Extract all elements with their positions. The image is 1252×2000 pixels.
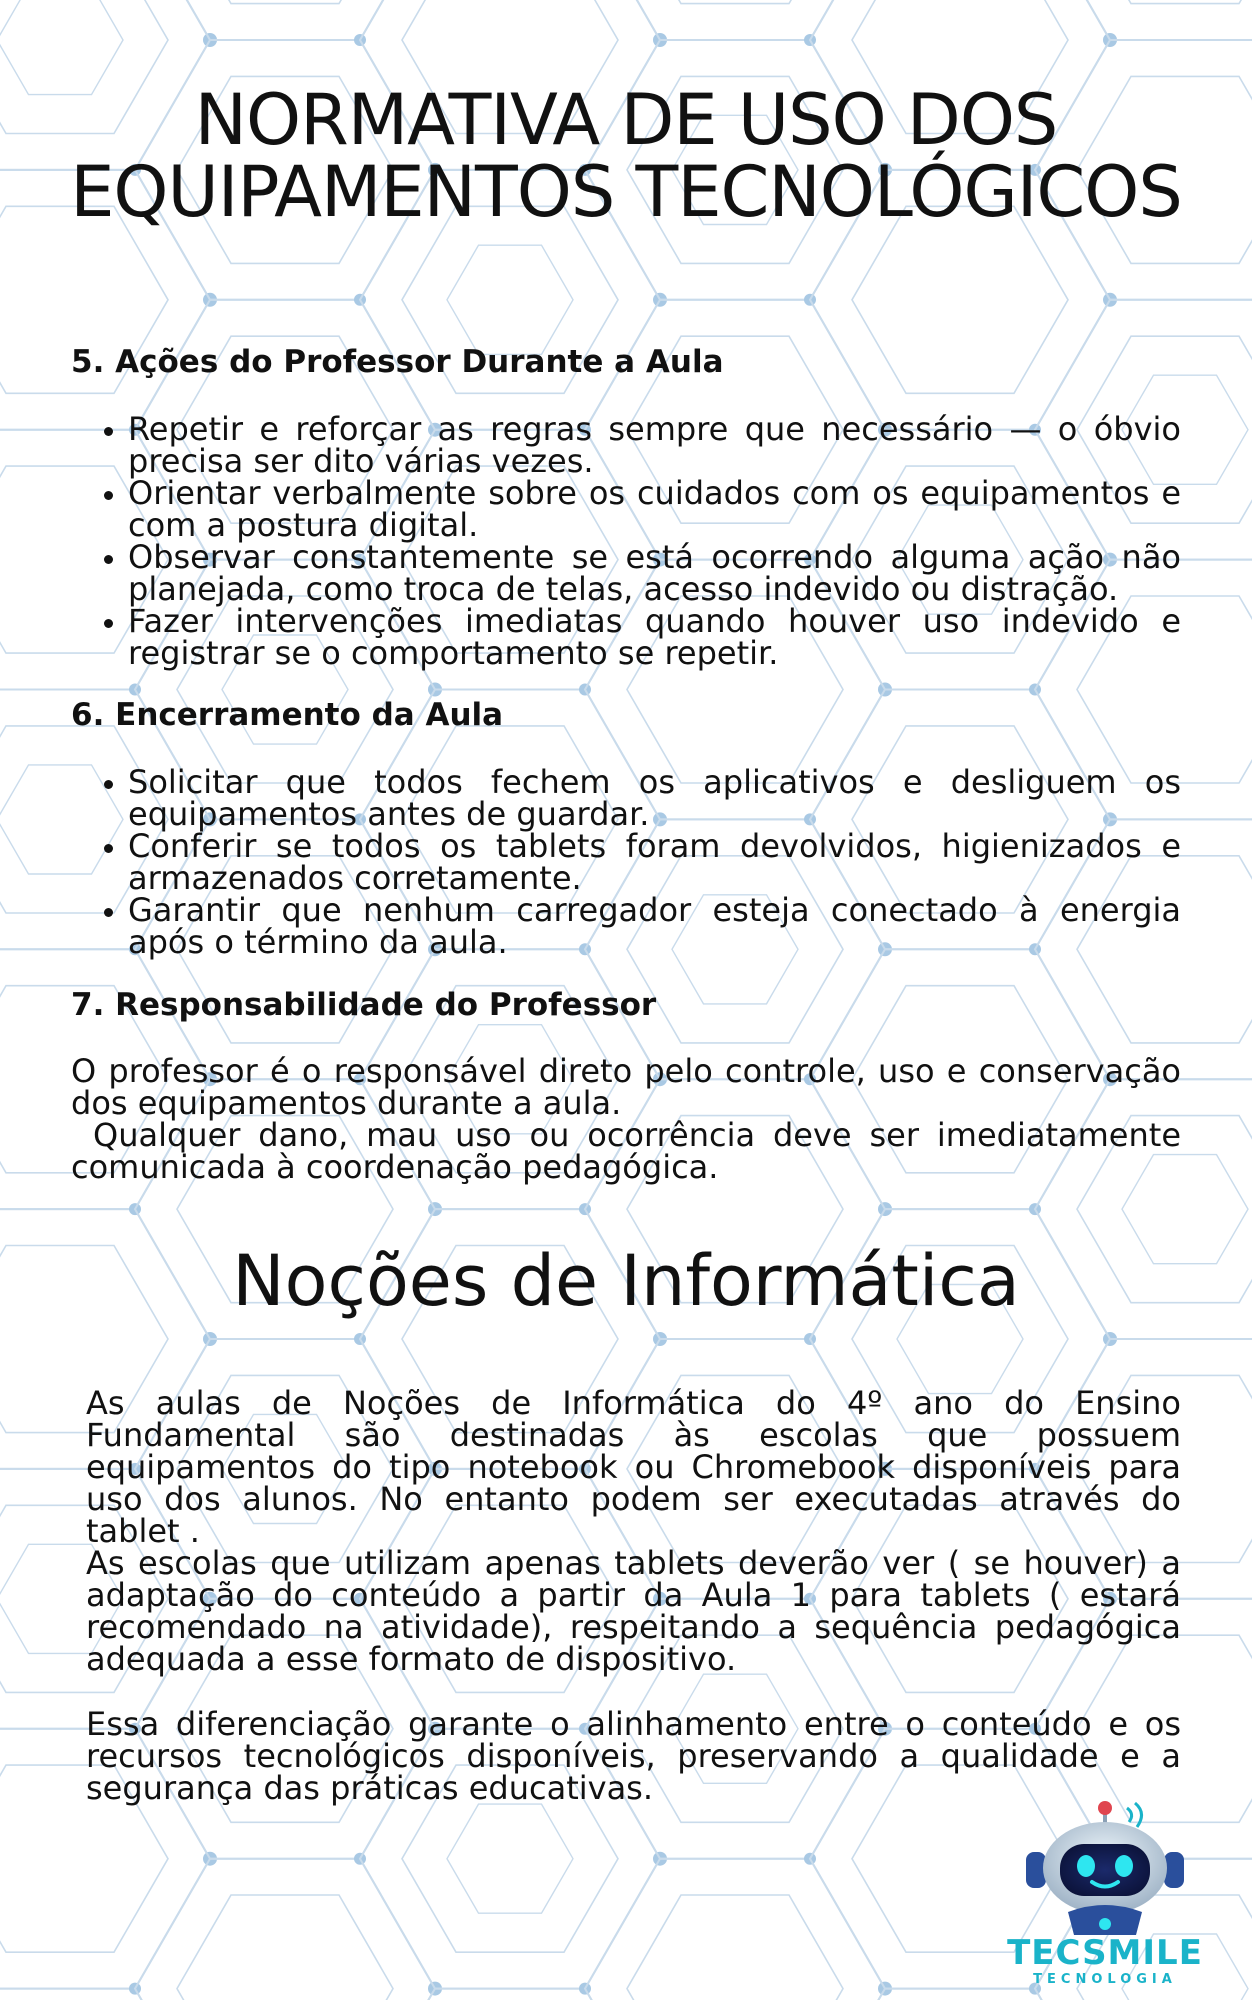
- section-7-paragraph-2: Qualquer dano, mau uso ou ocorrência deve ser imediatamente comunicada à coordenação pedagógica.: [71, 1116, 1181, 1186]
- list-item: • Orientar verbalmente sobre os cuidados com os equipamentos e com a postura digital.: [128, 477, 1181, 541]
- list-item: • Garantir que nenhum carregador esteja conectado à energia após o término da aula.: [128, 894, 1181, 958]
- tecsmile-logo: [990, 1800, 1220, 1990]
- list-item: • Solicitar que todos fechem os aplicativos e desliguem os equipamentos antes de guardar.: [128, 766, 1181, 830]
- section-7-heading: 7. Responsabilidade do Professor: [71, 987, 657, 1023]
- page-title: [40, 79, 1212, 233]
- page-title-line-2: EQUIPAMENTOS TECNOLÓGICOS: [70, 151, 1182, 233]
- section-6-list: [71, 763, 1181, 961]
- list-item: • Observar constantemente se está ocorrendo alguma ação não planejada, como troca de telas, acesso indevido ou distração.: [128, 541, 1181, 605]
- logo-name: TECSMILE: [1007, 1933, 1203, 1973]
- section-5-heading: 5. Ações do Professor Durante a Aula: [71, 344, 724, 380]
- list-item: • Repetir e reforçar as regras sempre que necessário — o óbvio precisa ser dito várias vezes.: [128, 413, 1181, 477]
- nocoes-paragraph-1: As aulas de Noções de Informática do 4º ano do Ensino Fundamental são destinadas às escolas que possuem equipamentos do tipo notebook ou Chromebook disponíveis para uso dos alunos. No entanto podem ser executadas através do tablet .: [86, 1384, 1181, 1550]
- nocoes-paragraph-3: Essa diferenciação garante o alinhamento entre o conteúdo e os recursos tecnológicos disponíveis, preservando a qualidade e a segurança das práticas educativas.: [86, 1705, 1181, 1807]
- list-item: • Conferir se todos os tablets foram devolvidos, higienizados e armazenados corretamente.: [128, 830, 1181, 894]
- section-6-heading: 6. Encerramento da Aula: [71, 697, 504, 733]
- logo-subtitle: TECNOLOGIA: [1033, 1972, 1177, 1987]
- section-5-list: [71, 410, 1181, 672]
- nocoes-title: Noções de Informática: [232, 1240, 1020, 1322]
- list-item: • Fazer intervenções imediatas quando houver uso indevido e registrar se o comportamento se repetir.: [128, 605, 1181, 669]
- robot-mascot-icon: [990, 1800, 1220, 1935]
- nocoes-paragraph-2: As escolas que utilizam apenas tablets deverão ver ( se houver) a adaptação do conteúdo a partir da Aula 1 para tablets ( estará recomendado na atividade), respeitando a sequência pedagógica adequada a esse formato de dispositivo.: [86, 1544, 1181, 1678]
- section-7-paragraph-1: O professor é o responsável direto pelo controle, uso e conservação dos equipamentos durante a aula.: [71, 1052, 1181, 1122]
- page-title-line-1: NORMATIVA DE USO DOS: [194, 79, 1058, 161]
